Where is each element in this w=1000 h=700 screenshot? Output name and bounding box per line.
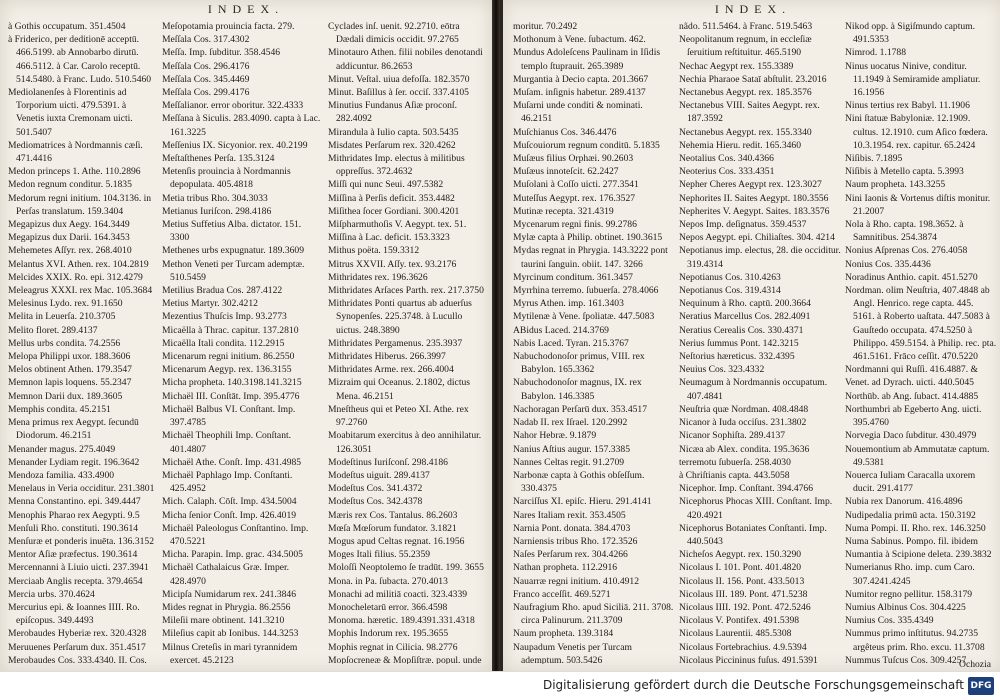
index-entry: Nehemia Hieru. redit. 165.3460 <box>679 139 802 151</box>
index-entry: Myrrhina terremo. ſubuerſa. 278.4066 <box>513 285 659 297</box>
index-entry: Narbonæ capta à Gothis obſeſſum. 330.4375 <box>513 469 645 495</box>
index-entry: Moabitarum exercitus à deo annihilatur. 126.3051 <box>328 430 482 455</box>
index-entry: Nicolaus Fortebrachius. 4.9.5394 <box>679 641 807 653</box>
index-entry: Mizraim qui Oceanus. 2.1802, dictus Mena. 46.2151 <box>328 377 471 402</box>
index-entry: Miſſina à Lac. deficit. 153.3323 <box>328 232 450 244</box>
index-entry: Mithus poëta. 159.3312 <box>328 245 420 257</box>
index-entry: Metilius Bradua Cos. 287.4122 <box>162 285 283 297</box>
index-entry: Nicephorus Phocas XIII. Conſtant. Imp. 420.4921 <box>679 496 833 521</box>
index-entry: Neratius Cerealis Cos. 330.4371 <box>679 324 804 336</box>
index-entry: ABidus Laced. 214.3769 <box>513 324 609 336</box>
index-entry: Nectanebus Aegypt. rex. 155.3340 <box>679 126 812 138</box>
index-entry: Mithridates Pergamenus. 235.3937 <box>328 337 463 349</box>
index-entry: Menander Lydiam regit. 196.3642 <box>8 456 140 468</box>
index-entry: Nonius Cos. 335.4436 <box>845 258 931 270</box>
index-entry: Nini ſtatuæ Babyloniæ. 12.1909. cultus. 12.1910. cum Aſico fœdera. 10.3.1954. rex. capitur. 65.2424 <box>845 113 988 151</box>
index-entry: Muteſſus Aegypt. rex. 176.3527 <box>513 192 636 204</box>
index-entry: Neoterius Cos. 333.4351 <box>679 166 775 178</box>
index-entry: Melesinus Lydo. rex. 91.1650 <box>8 298 123 310</box>
index-entry: Mydas regnat in Phrygia. 143.3222 pont taurini ſanguin. obiit. 147. 3266 <box>513 245 668 270</box>
index-entry: Metius Martyr. 302.4212 <box>162 298 258 310</box>
index-entry: Nepos Imp. deſignatus. 359.4537 <box>679 219 807 231</box>
index-entry: Monocheletarū error. 366.4598 <box>328 601 448 613</box>
index-entry: Meleagrus XXXI. rex Mac. 105.3684 <box>8 285 153 297</box>
index-entry: Memnon lapis loquens. 55.2347 <box>8 377 132 389</box>
index-entry: Mezentius Thuſcis Imp. 93.2773 <box>162 311 287 323</box>
index-entry: Modeſtus uiguit. 289.4137 <box>328 469 430 481</box>
index-entry: Nola à Rho. capta. 198.3652. à Samnitibus. 254.3874 <box>845 219 964 244</box>
index-entry: Nectanebus VIII. Saites Aegypt. rex. 187.3592 <box>679 100 820 125</box>
index-entry: nãdo. 511.5464. à Franc. 519.5463 <box>679 21 813 32</box>
index-entry: Menſuræ et ponderis inuēta. 136.3152 <box>8 535 155 547</box>
index-entry: Mena primus rex Aegypt. ſecundū Diodorum. 46.2151 <box>8 417 139 442</box>
index-entry: Metius Suffetius Alba. dictator. 151. 3300 <box>162 219 302 244</box>
index-entry: Michaël Balbus VI. Conſtant. Imp. 397.4785 <box>162 403 296 429</box>
index-entry: Minotauro Athen. filii nobiles denotandi addicuntur. 86.2653 <box>328 47 483 72</box>
index-entry: Mileſii mare obtinent. 141.3210 <box>162 615 285 627</box>
index-entry: Meſtaſthenes Perſa. 135.3124 <box>162 153 275 165</box>
index-entry: Megapizus dux Darii. 164.3453 <box>8 232 130 244</box>
index-entry: Methenes urbs expugnatur. 189.3609 <box>162 245 305 257</box>
index-entry: Micaëlla à Thrac. capitur. 137.2810 <box>162 324 299 336</box>
index-entry: Milnus Creteſis in mari tyrannidem exercet. 45.2123 <box>162 641 298 664</box>
index-entry: Nepotianus Cos. 310.4263 <box>679 271 781 283</box>
index-entry: Memphis condita. 45.2151 <box>8 403 111 415</box>
index-entry: Muſarni unde conditi & nominati. 46.2151 <box>513 100 643 125</box>
index-entry: Nechac Aegypt rex. 155.3389 <box>679 60 794 72</box>
index-entry: Melantus XVI. Athen. rex. 104.2819 <box>8 258 149 270</box>
index-entry: Michaël Paphlago Imp. Conſtanti. 425.4952 <box>162 469 293 495</box>
index-entry: à Chriſtianis capta. 443.5058 <box>679 469 790 481</box>
index-entry: Myrcinum conditum. 361.3457 <box>513 271 633 283</box>
index-entry: Nanius Aſtius augur. 157.3385 <box>513 443 630 455</box>
index-entry: Nubia rex Danorum. 416.4896 <box>845 496 963 508</box>
index-entry: Nephorites II. Saites Aegypt. 180.3556 <box>679 192 829 204</box>
index-entry: Nectanebus Aegypt. rex. 185.3576 <box>679 87 812 99</box>
index-entry: Numa Pompi. II. Rho. rex. 146.3250 <box>845 522 986 534</box>
index-entry: Medon princeps 1. Athe. 110.2896 <box>8 166 141 178</box>
index-entry: Muſæus innoteſcit. 62.2427 <box>513 166 619 178</box>
index-entry: Numa Sabinus. Pompo. fil. ibidem <box>845 535 978 547</box>
index-entry: Narciſſus XI. epiſc. Hieru. 291.4141 <box>513 496 652 508</box>
index-entry: Menna Constantino. epi. 349.4447 <box>8 496 141 508</box>
index-entry: Naum propheta. 143.3255 <box>845 179 946 191</box>
index-entry: Neotalius Cos. 340.4366 <box>679 153 774 165</box>
index-entry: Nepos Aegypt. epi. Chiliaſtes. 304. 4214 <box>679 232 835 244</box>
index-entry: Ninus uocatus Ninive, conditur. 11.1949 à Semiramide ampliatur. 16.1956 <box>845 60 981 99</box>
index-entry: Melito floret. 289.4137 <box>8 324 98 336</box>
index-entry: Nabuchodonoſor primus, VIII. rex Babylon. 165.3362 <box>513 351 645 376</box>
index-entry: Meſſa. Imp. ſubditur. 358.4546 <box>162 47 281 59</box>
index-entry: à Gothis occupatum. 351.4504 <box>8 21 126 32</box>
index-entry: Nepher Cheres Aegypt rex. 123.3027 <box>679 179 822 191</box>
index-entry: Naufragium Rho. apud Siciliā. 211. 3708. circa Palinurum. 211.3709 <box>513 601 674 627</box>
index-entry: Mona. in Pa. ſubacta. 270.4013 <box>328 575 448 587</box>
index-entry: Nimrod. 1.1788 <box>845 47 907 59</box>
index-entry: Neſtorius hæreticus. 332.4395 <box>679 351 795 363</box>
index-entry: Nares Italiam rexit. 353.4505 <box>513 509 626 521</box>
index-entry: Modeſtinus Iuriſconſ. 298.4186 <box>328 456 448 468</box>
index-entry: Melita in Leuerſa. 210.3705 <box>8 311 116 323</box>
index-entry: Mœſa Mœſorum fundator. 3.1821 <box>328 522 457 534</box>
index-entry: Nepherites V. Aegypt. Saites. 183.3576 <box>679 205 830 217</box>
index-entry: Mutinæ recepta. 321.4319 <box>513 205 614 217</box>
index-entry: Mileſius capit ab Ionibus. 144.3253 <box>162 628 299 640</box>
index-entry: Nicæa ab Alex. condita. 195.3636 <box>679 443 810 455</box>
index-entry: Nicheſos Aegypt. rex. 150.3290 <box>679 549 802 561</box>
index-entry: Northumbri ab Egeberto Ang. uicti. 395.4760 <box>845 403 982 429</box>
index-entry: Michaël Theophili Imp. Conſtant. 401.4807 <box>162 430 292 455</box>
index-entry: Mercurius epi. & Ioannes IIII. Ro. epiſcopus. 349.4493 <box>8 601 140 627</box>
index-entry: Mich. Calaph. Cōſt. Imp. 434.5004 <box>162 496 297 508</box>
index-entry: Norvegia Daco ſubditur. 430.4979 <box>845 430 977 442</box>
index-entry: Metianus Iuriſcon. 298.4186 <box>162 205 272 217</box>
index-entry: Micipſa Numidarum rex. 241.3846 <box>162 588 297 600</box>
index-entry: Nicolaus III. 189. Pont. 471.5238 <box>679 588 808 600</box>
index-entry: Miſſina à Perſis deficit. 353.4482 <box>328 192 455 204</box>
index-entry: Cyclades inſ. uenit. 92.2710. eōtra Dædali dimicis occidit. 97.2765 <box>328 21 460 46</box>
index-entry: Mithridates Ponti quartus ab aduerſus Synopenſes. 225.3748. à Lucullo uictus. 248.3890 <box>328 298 472 336</box>
index-entry: Mercennanni à Liuio uicti. 237.3941 <box>8 562 149 574</box>
index-entry: Nachoragan Perſarū dux. 353.4517 <box>513 403 648 415</box>
index-entry: Neratius Marcellus Cos. 282.4091 <box>679 311 811 323</box>
index-entry: Nabuchodonoſor magnus, IX. rex Babylon. 146.3385 <box>513 377 642 402</box>
index-entry: Nechia Pharaoe Sataī abſtulit. 23.2016 <box>679 73 827 85</box>
index-entry: Mneſtheus qui et Peteo XI. Athe. rex 97.2760 <box>328 403 469 429</box>
index-entry: Mithridates rex. 196.3626 <box>328 271 428 283</box>
page-header: INDEX. <box>207 2 285 16</box>
index-column <box>845 20 997 664</box>
index-entry: Menſuli Rho. constituti. 190.3614 <box>8 522 139 534</box>
index-entry: Moloſſi Neoptolemo ſe tradūt. 199. 3655 <box>328 562 484 574</box>
index-entry: Nudipedalia primū acta. 150.3192 <box>845 509 976 521</box>
index-entry: Mytilenæ à Vene. ſpoliatæ. 447.5083 <box>513 311 655 323</box>
index-entry: Nepotianus imp. electus, 28. die occiditur. 319.4314 <box>679 245 841 270</box>
index-entry: Mellus urbs condita. 74.2556 <box>8 337 121 349</box>
index-entry: Minutius Fundanus Aſiæ proconſ. 282.4092 <box>328 100 457 125</box>
index-entry: Meſſala Cos. 345.4469 <box>162 73 250 85</box>
index-entry: Nordmanni qui Ruſſi. 416.4887. & <box>845 364 978 376</box>
index-entry: Mæris rex Cos. Tantalus. 86.2603 <box>328 509 458 521</box>
index-entry: Mides regnat in Phrygia. 86.2556 <box>162 601 291 613</box>
page-header: INDEX. <box>714 2 792 16</box>
index-entry: Miſſi qui nunc Seui. 497.5382 <box>328 179 444 191</box>
index-entry: Misdates Perſarum rex. 320.4262 <box>328 139 456 151</box>
index-entry: Menelaus in Veria occiditur. 231.3801 <box>8 483 155 495</box>
index-entry: Naupadum Venetis per Turcam ademptum. 503.5426 <box>513 641 632 664</box>
index-entry: Nummus Tuſcus Cos. 309.4257 <box>845 654 967 664</box>
index-entry: Nicolaus II. 156. Pont. 433.5013 <box>679 575 805 587</box>
index-entry: Meſſala Cos. 299.4176 <box>162 87 250 99</box>
index-entry: Monoma. hæretic. 189.4391.331.4318 <box>328 615 475 627</box>
index-entry: Merobaudes Hyberiæ rex. 320.4328 <box>8 628 147 640</box>
index-entry: Mediolanenſes à Florentinis ad Torporium uicti. 479.5391. à Venetis iuxta Cremonam uicti. 501.5407 <box>8 87 133 138</box>
digitization-footer <box>0 671 1000 700</box>
index-entry: Nicanor Sophiſta. 289.4137 <box>679 430 786 442</box>
index-entry: Minut. Baſillus à ſer. occiſ. 337.4105 <box>328 87 469 99</box>
index-column <box>679 20 843 664</box>
index-entry: Miſithea ſocer Gordiani. 300.4201 <box>328 205 460 217</box>
index-entry: Metenſis prouincia à Nordmannis depopulata. 405.4818 <box>162 166 291 191</box>
index-entry: Numitor regno pellitur. 158.3179 <box>845 588 973 600</box>
index-entry: Methon Veneti per Turcam ademptæ. 510.5459 <box>162 258 305 283</box>
index-entry: Memnon Darii dux. 189.3605 <box>8 390 123 402</box>
index-entry: Michaël III. Conſtāt. Imp. 395.4776 <box>162 390 300 402</box>
index-entry: Nicephor. Imp. Conſtant. 394.4766 <box>679 483 814 495</box>
index-column <box>162 20 322 664</box>
index-entry: Meſſalianor. error oboritur. 322.4333 <box>162 100 304 112</box>
index-entry: Nicolaus V. Pontifex. 491.5398 <box>679 615 800 627</box>
index-entry: Franco acceſſit. 469.5271 <box>513 588 611 600</box>
index-entry: Nauarræ regni initium. 410.4912 <box>513 575 640 587</box>
index-entry: Mithridates Arme. rex. 266.4004 <box>328 364 454 376</box>
index-entry: Micha ſenior Conſt. Imp. 426.4019 <box>162 509 297 521</box>
index-entry: Naum propheta. 139.3184 <box>513 628 614 640</box>
index-entry: Nonius Aſprenas Cos. 276.4058 <box>845 245 968 257</box>
index-entry: Venet. ad Dyrach. uicti. 440.5045 <box>845 377 974 389</box>
index-entry: Nicolaus Laurentii. 485.5308 <box>679 628 792 640</box>
index-entry: Merciaab Anglis recepta. 379.4654 <box>8 575 143 587</box>
index-entry: Micaëlla Itali condita. 112.2915 <box>162 337 285 349</box>
index-entry: Mitrus XXVII. Aſſy. tex. 93.2176 <box>328 258 457 270</box>
index-entry: Nini Iaonis & Vortenus diſtis monitur. 21.2007 <box>845 192 991 217</box>
index-entry: Michaël Athe. Conſt. Imp. 431.4985 <box>162 456 302 468</box>
index-entry: Muſam. inſignis habetur. 289.4137 <box>513 87 646 99</box>
index-entry: Meſſala Cos. 296.4176 <box>162 60 250 72</box>
index-entry: Myrus Athen. imp. 161.3403 <box>513 298 624 310</box>
index-entry: Numius Cos. 335.4349 <box>845 615 934 627</box>
index-entry: Nikod opp. à Sigiſmundo captum. 491.5353 <box>845 21 976 46</box>
index-entry: Nicephorus Botaniates Conſtanti. Imp. 440.5043 <box>679 522 827 547</box>
index-entry: Nathan propheta. 112.2916 <box>513 562 618 574</box>
index-entry: Nahor Hebræ. 9.1879 <box>513 430 597 442</box>
index-entry: Nequinum à Rho. captū. 200.3664 <box>679 298 811 310</box>
index-entry: Mycenarum regni finis. 99.2786 <box>513 219 637 231</box>
index-entry: Micha propheta. 140.3198.141.3215 <box>162 377 302 389</box>
index-entry: Mendoza familia. 433.4900 <box>8 469 115 481</box>
index-entry: Muſolani à Coſſo uicti. 277.3541 <box>513 179 639 191</box>
index-entry: Menophis Pharao rex Aegypti. 9.5 <box>8 509 140 521</box>
index-entry: Nouemontium ab Ammutatæ captum. 49.5381 <box>845 443 990 468</box>
index-entry: Monachi ad militiā coacti. 323.4339 <box>328 588 468 600</box>
index-entry: Modeſtus Cos. 341.4372 <box>328 483 423 495</box>
index-entry: Nouerca Iuliam Caracalla uxorem ducit. 291.4177 <box>845 469 976 495</box>
index-entry: Nadab II. rex Iſrael. 120.2992 <box>513 417 628 429</box>
index-entry: Mogus apud Celtas regnat. 16.1956 <box>328 535 465 547</box>
index-entry: moritur. 70.2492 <box>513 21 578 32</box>
index-entry: Nicolaus I. 101. Pont. 401.4820 <box>679 562 802 574</box>
index-entry: Melos obtinent Athen. 179.3547 <box>8 364 132 376</box>
index-entry: Naſes Perſarum rex. 304.4266 <box>513 549 628 561</box>
index-entry: Menander magus. 275.4049 <box>8 443 116 455</box>
index-entry: Miſpharmuthoſis V. Aegypt. tex. 51. <box>328 219 467 231</box>
index-column <box>8 20 156 664</box>
index-column <box>328 20 486 664</box>
funding-notice: Digitalisierung gefördert durch die Deutsche Forschungsgemeinschaft <box>542 678 964 692</box>
index-entry: Mithridates Arſaces Parth. rex. 217.3750 <box>328 285 484 297</box>
index-entry: Neopolitanum regnum, in eccleſiæ ſeruitium reſtituitur. 465.5190 <box>679 34 812 59</box>
index-entry: Meſſenius IX. Sicyonior. rex. 40.2199 <box>162 139 308 151</box>
index-entry: Murgantia à Decio capta. 201.3667 <box>513 73 649 85</box>
index-entry: Mithridates Imp. electus à militibus oppreſſus. 372.4632 <box>328 153 465 178</box>
index-entry: Neuſtria quæ Nordman. 408.4848 <box>679 403 809 415</box>
index-entry: Minut. Veſtal. uiua defoſſa. 182.3570 <box>328 73 470 85</box>
index-entry: Muſæus filius Orphæi. 90.2603 <box>513 153 634 165</box>
index-entry: Meſſala Cos. 317.4302 <box>162 34 250 46</box>
index-entry: Numerianus Rho. imp. cum Caro. 307.4241.4245 <box>845 562 975 587</box>
index-entry: Nicolaus Piccininus fuſus. 491.5391 <box>679 654 818 664</box>
index-entry: Nicolaus IIII. 192. Pont. 472.5246 <box>679 601 811 613</box>
catchword: Ochozia <box>959 659 991 670</box>
book-gutter <box>492 0 500 672</box>
index-entry: Micenarum Aegyp. rex. 136.3155 <box>162 364 292 376</box>
index-entry: Melcides XXIX. Ro. epi. 312.4279 <box>8 271 143 283</box>
index-entry: Muſchianus Cos. 346.4476 <box>513 126 617 138</box>
index-entry: Nerius ſummus Pont. 142.3215 <box>679 337 799 349</box>
index-entry: Mothonum à Vene. ſubactum. 462. <box>513 34 646 46</box>
left-page <box>0 0 495 672</box>
index-entry: Neumagum à Nordmannis occupatum. 407.4841 <box>679 377 828 402</box>
index-entry: Meſſana à Siculis. 283.4090. capta à Lac. 161.3225 <box>162 113 321 138</box>
index-entry: Neuius Cos. 323.4332 <box>679 364 765 376</box>
index-entry: Noradinus Anthio. capit. 451.5270 <box>845 271 978 283</box>
index-entry: à Friderico, per deditionē acceptū. 466.5199. ab Annobarbo dirutū. 466.5112. à Car. Carolo receptū. 514.5480. à Franc. Ludo. 510.5460 <box>8 34 152 85</box>
index-entry: Metia tribus Rho. 304.3033 <box>162 192 268 204</box>
index-entry: Michaël Paleologus Conſtantino. Imp. 470.5221 <box>162 522 309 547</box>
index-entry: Mopſocreneæ & Mopſiſtræ. popul. unde <box>328 654 482 664</box>
index-entry: Ninus tertius rex Babyl. 11.1906 <box>845 100 970 112</box>
index-entry: Narnia Pont. donata. 384.4703 <box>513 522 631 534</box>
index-entry: Mundus Adoleſcens Paulinam in Iſidis templo ſtuprauit. 265.3989 <box>513 47 661 72</box>
index-entry: Muſcouiorum regnum conditū. 5.1835 <box>513 139 660 151</box>
index-column <box>513 20 675 664</box>
index-entry: Mophis Indorum rex. 195.3655 <box>328 628 449 640</box>
index-entry: Mophis regnat in Cilicia. 98.2776 <box>328 641 458 653</box>
index-entry: Moges Itali filius. 55.2359 <box>328 549 431 561</box>
index-entry: Medorum regni initium. 104.3136. in Perſas translatum. 159.3404 <box>8 192 152 217</box>
index-entry: Niſibis à Metello capta. 5.3993 <box>845 166 964 178</box>
index-entry: Merobaudes Cos. 333.4340. II. Cos. <box>8 654 147 664</box>
dfg-logo: DFG <box>968 677 994 695</box>
index-entry: Mirandula à Iulio capta. 503.5435 <box>328 126 459 138</box>
index-entry: Micha. Parapin. Imp. grac. 434.5005 <box>162 549 303 561</box>
index-entry: Niſibis. 7.1895 <box>845 153 903 165</box>
index-entry: Northūb. ab Ang. ſubact. 414.4885 <box>845 390 979 402</box>
index-entry: Nannes Celtas regit. 91.2709 <box>513 456 625 468</box>
index-entry: Melopa Philippi uxor. 188.3606 <box>8 351 131 363</box>
index-entry: Mylæ capta à Philip. obtinet. 190.3615 <box>513 232 663 244</box>
index-entry: Modeſtus Cos. 342.4378 <box>328 496 423 508</box>
index-entry: Micenarum regni initium. 86.2550 <box>162 351 295 363</box>
index-entry: Mediomatrices à Nordmannis cæſi. 471.4416 <box>8 139 143 165</box>
index-entry: terremotu ſubuerſa. 258.4030 <box>679 456 791 468</box>
index-entry: Nepotianus Cos. 319.4314 <box>679 285 781 297</box>
index-entry: Megapizus dux Aegy. 164.3449 <box>8 219 130 231</box>
index-entry: Meruuenes Perſarum dux. 351.4517 <box>8 641 146 653</box>
index-entry: Narniensis tribus Rho. 172.3526 <box>513 535 638 547</box>
index-entry: Mentor Aſiæ præfectus. 190.3614 <box>8 549 138 561</box>
index-entry: Mithridates Hiberus. 266.3997 <box>328 351 446 363</box>
index-entry: Numantia à Scipione deleta. 239.3832 <box>845 549 992 561</box>
index-entry: Mehemetes Aſſyr. rex. 268.4010 <box>8 245 132 257</box>
index-entry: Michaël Cathalaicus Græ. Imper. 428.4970 <box>162 562 290 587</box>
index-entry: Nabis Laced. Tyran. 215.3767 <box>513 337 629 349</box>
index-entry: Nicanor à Iuda occiſus. 231.3802 <box>679 417 807 429</box>
right-page <box>500 0 1000 672</box>
index-entry: Nordman. olim Neuſtria, 407.4848 ab Angl. Henrico. rege capta. 445. 5161. à Roberto uaſtata. 447.5083 à Gauſtedo occupata. 474.5250 à Philippo. 459.5154. à Philip. rec. pta. 461.5161. Frāco ceſſit. 470.5220 <box>845 285 997 363</box>
index-entry: Numius Albinus Cos. 304.4225 <box>845 601 966 613</box>
index-entry: Medon regnum conditur. 5.1835 <box>8 179 132 191</box>
index-entry: Mercia urbs. 370.4624 <box>8 588 95 600</box>
index-entry: Meſopotamia prouincia facta. 279. <box>162 21 295 32</box>
index-entry: Nummus primo inſtitutus. 94.2735 argêteus prim. Rho. excu. 11.3708 <box>845 628 985 653</box>
